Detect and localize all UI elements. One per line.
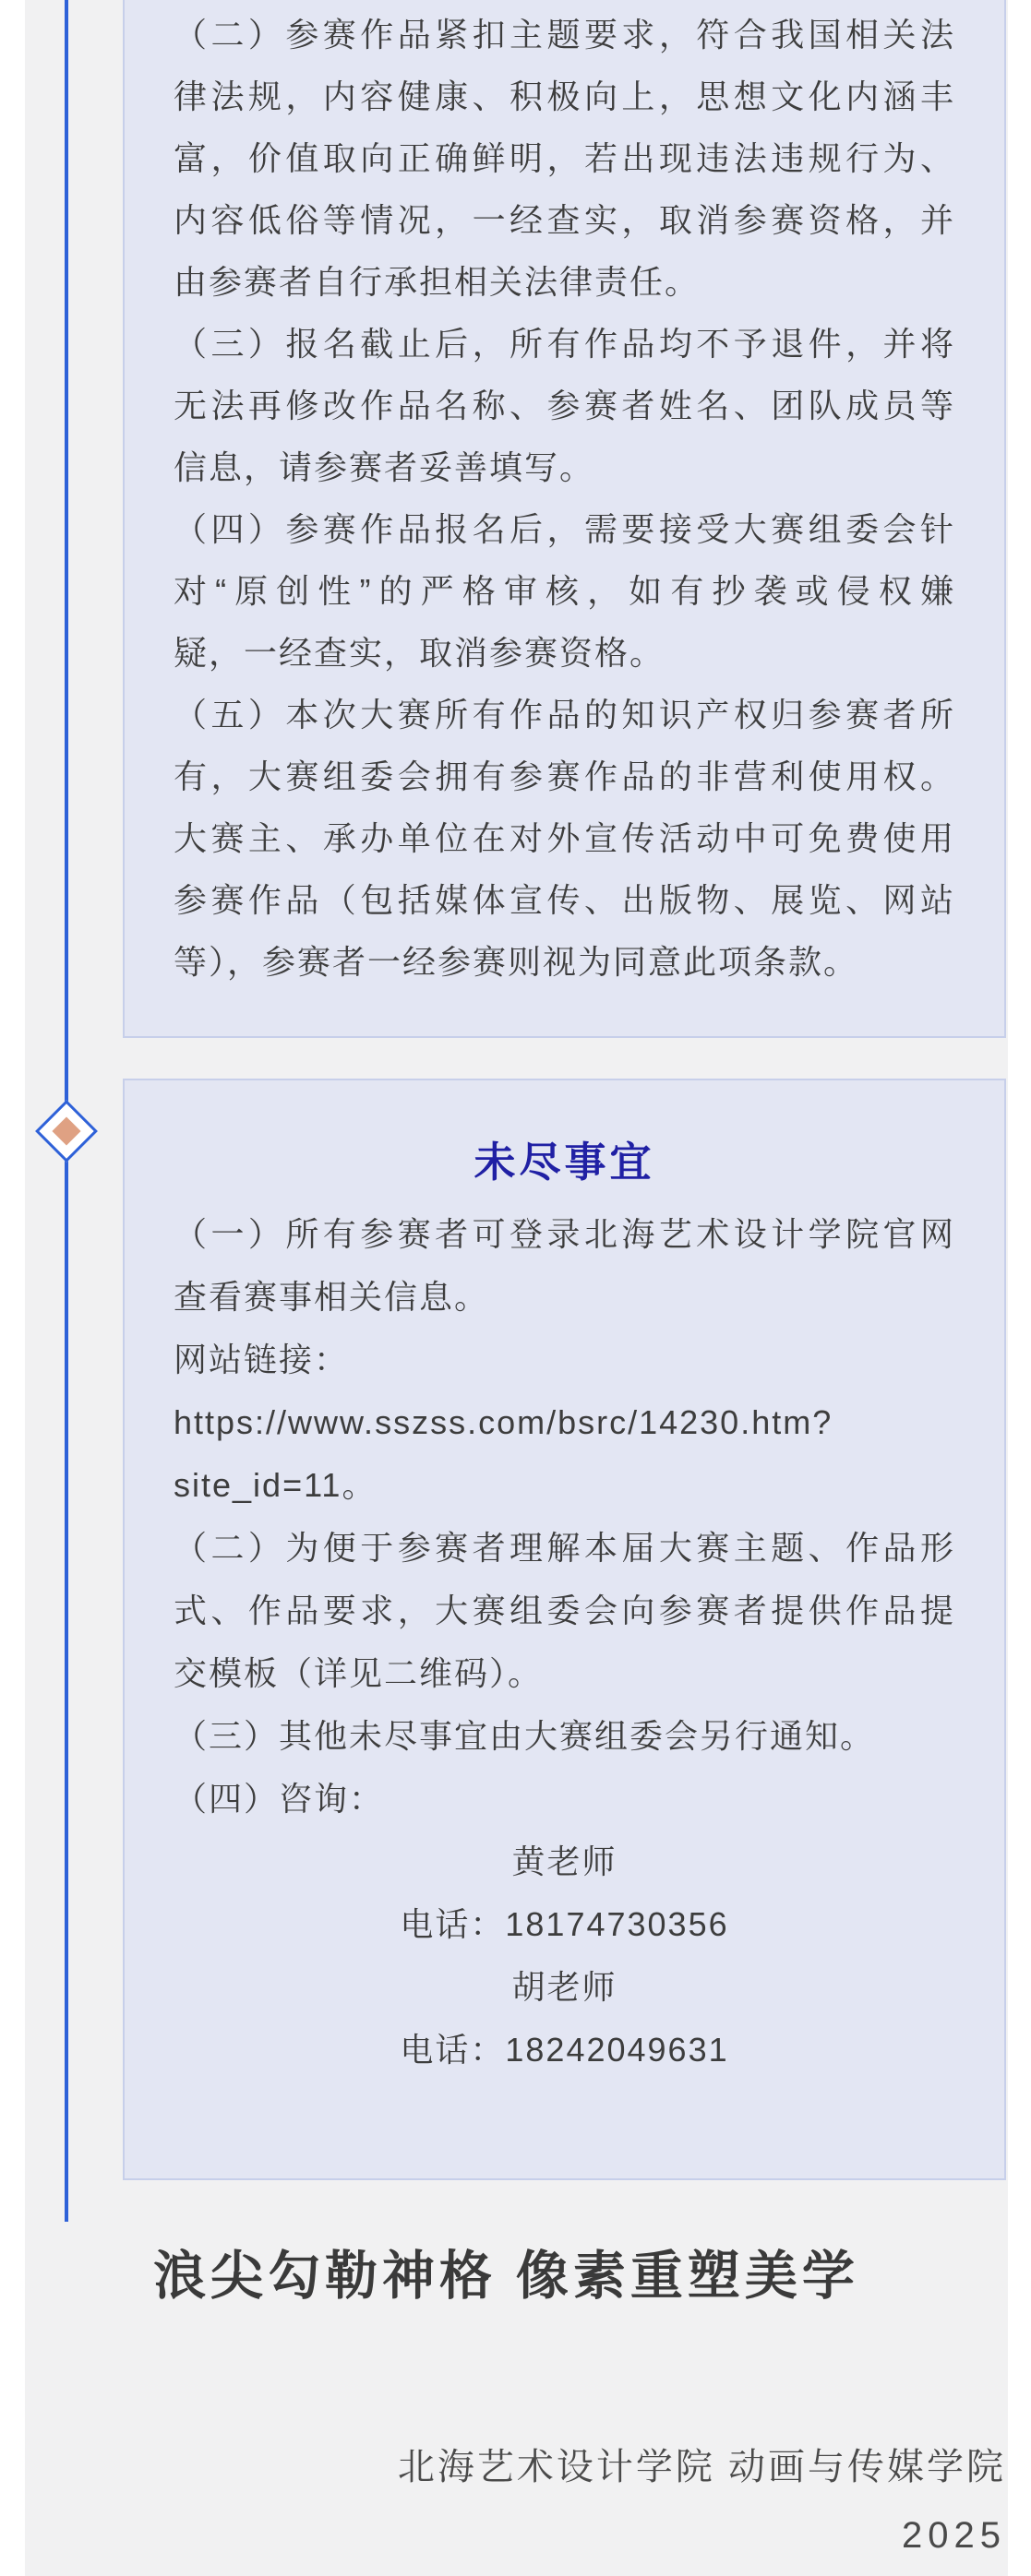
- text-line: 式、作品要求，大赛组委会向参赛者提供作品提: [174, 1592, 955, 1629]
- text-line: 交模板（详见二维码）。: [174, 1654, 544, 1692]
- website-url-line2: site_id=11。: [174, 1466, 378, 1504]
- text-line: 由参赛者自行承担相关法律责任。: [174, 263, 701, 301]
- text-line: 网站链接：: [174, 1341, 350, 1378]
- website-url-line1: https://www.sszss.com/bsrc/14230.htm?: [174, 1403, 833, 1441]
- footer-institution: 北海艺术设计学院 动画与传媒学院: [397, 2447, 1006, 2487]
- text-line: （三）其他未尽事宜由大赛组委会另行通知。: [174, 1717, 876, 1755]
- text-line: （五）本次大赛所有作品的知识产权归参赛者所: [174, 696, 955, 733]
- footer-year: 2025: [902, 2515, 1006, 2556]
- text-line: 信息，请参赛者妥善填写。: [174, 448, 595, 486]
- text-line: 有，大赛组委会拥有参赛作品的非营利使用权。: [174, 757, 955, 795]
- text-line: 内容低俗等情况，一经查实，取消参赛资格，并: [174, 201, 955, 239]
- text-line: 富，价值取向正确鲜明，若出现违法违规行为、: [174, 139, 955, 177]
- contact-phone-1: 电话：18174730356: [400, 1905, 729, 1943]
- section-title: 未尽事宜: [474, 1139, 655, 1186]
- text-line: （四）参赛作品报名后，需要接受大赛组委会针: [174, 510, 955, 548]
- notes-text-block: [174, 1203, 955, 2081]
- contact-name-1: 黄老师: [511, 1843, 617, 1880]
- text-line: （二）参赛作品紧扣主题要求，符合我国相关法: [174, 16, 955, 54]
- text-line: 律法规，内容健康、积极向上，思想文化内涵丰: [174, 78, 955, 115]
- rules-text-block: [174, 4, 955, 993]
- left-margin-strip: [0, 0, 25, 2576]
- slogan-text: 浪尖勾勒神格 像素重塑美学: [153, 2247, 859, 2306]
- text-line: （二）为便于参赛者理解本届大赛主题、作品形: [174, 1529, 955, 1567]
- contact-phone-2: 电话：18242049631: [400, 2031, 729, 2069]
- right-margin-strip: [1008, 0, 1031, 2576]
- competition-rules-card: [123, 0, 1006, 1038]
- text-line: 无法再修改作品名称、参赛者姓名、团队成员等: [174, 387, 955, 424]
- text-line: 大赛主、承办单位在对外宣传活动中可免费使用: [174, 819, 955, 857]
- text-line: 等），参赛者一经参赛则视为同意此项条款。: [174, 943, 859, 981]
- text-line: （一）所有参赛者可登录北海艺术设计学院官网: [174, 1215, 955, 1253]
- text-line: （四）咨询：: [174, 1780, 385, 1818]
- text-line: 参赛作品（包括媒体宣传、出版物、展览、网站: [174, 881, 955, 919]
- text-line: 疑，一经查实，取消参赛资格。: [174, 634, 665, 672]
- remaining-matters-card: [123, 1079, 1006, 2180]
- contact-name-2: 胡老师: [511, 1968, 617, 2006]
- text-line: （三）报名截止后，所有作品均不予退件，并将: [174, 325, 955, 363]
- text-line: 查看赛事相关信息。: [174, 1278, 490, 1316]
- text-line: 对“原创性”的严格审核，如有抄袭或侵权嫌: [174, 572, 955, 610]
